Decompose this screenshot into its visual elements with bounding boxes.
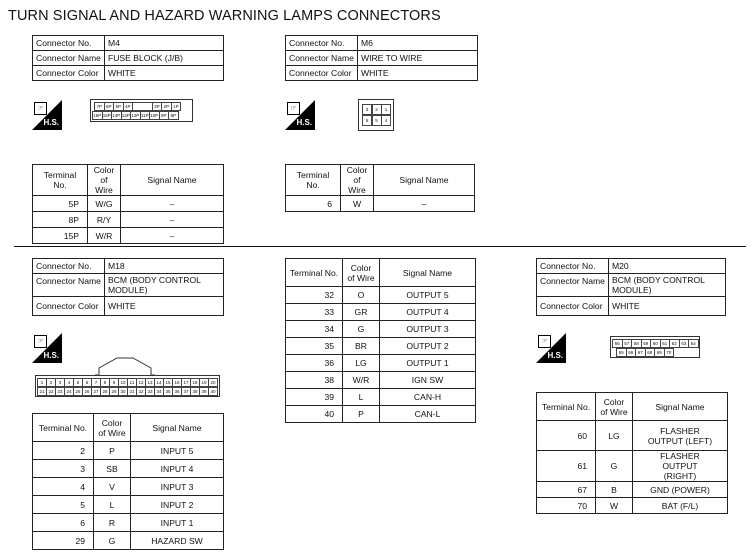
table-row: 40 P CAN-L — [286, 406, 476, 423]
connector-pin: 10P — [150, 113, 159, 118]
connector-pin: 12P — [131, 113, 140, 118]
m18-no: M18 — [104, 259, 223, 274]
connector-pin: 14P — [112, 113, 121, 118]
m20-head-terminal: Terminal No. — [537, 393, 596, 421]
table-row: 35 BR OUTPUT 2 — [286, 338, 476, 355]
m6-key-color: Connector Color — [286, 66, 358, 81]
m4-key-name: Connector Name — [33, 51, 105, 66]
connector-pin: 15 — [163, 378, 173, 387]
connector-pin: 4P — [123, 102, 134, 111]
m4-signal-table — [32, 164, 224, 244]
connector-pin: 32 — [136, 387, 146, 396]
connector-pin: 16 — [172, 378, 182, 387]
connector-pin: 12 — [136, 378, 146, 387]
m6-name: WIRE TO WIRE — [357, 51, 477, 66]
connector-pin: 66 — [626, 348, 637, 357]
connector-pin: 64 — [688, 339, 699, 348]
connector-pin: 3P — [152, 102, 163, 111]
connector-pin: 6P — [104, 102, 115, 111]
connector-pin: 5P — [113, 102, 124, 111]
connector-pin: 6 — [362, 115, 372, 126]
connector-pin: 22 — [46, 387, 56, 396]
m4-key-color: Connector Color — [33, 66, 105, 81]
table-row: 60 LG FLASHER OUTPUT (LEFT) — [537, 421, 728, 451]
connector-pin: 67 — [635, 348, 646, 357]
m18a-head-signal: Signal Name — [131, 414, 224, 442]
connector-pin: 33 — [145, 387, 155, 396]
connector-pin: 60 — [650, 339, 661, 348]
m6-key-name: Connector Name — [286, 51, 358, 66]
connector-pin: 37 — [181, 387, 191, 396]
m20-name: BCM (BODY CONTROL MODULE) — [608, 274, 725, 297]
m4-color: WHITE — [104, 66, 223, 81]
hs-label: H.S. — [43, 351, 59, 360]
m6-head-terminal: Terminal No. — [286, 165, 341, 196]
m4-info-table — [32, 35, 224, 81]
connector-pin: 59 — [641, 339, 652, 348]
table-row: 4 V INPUT 3 — [33, 478, 224, 496]
connector-pin: 18 — [190, 378, 200, 387]
m18-key-name: Connector Name — [33, 274, 105, 297]
m20-no: M20 — [608, 259, 725, 274]
section-divider — [14, 246, 746, 247]
connector-pin: 69 — [654, 348, 665, 357]
hand-icon: ☞ — [287, 102, 300, 115]
m18-name: BCM (BODY CONTROL MODULE) — [104, 274, 223, 297]
connector-pin: 16P — [93, 113, 102, 118]
connector-pin: 70 — [664, 348, 675, 357]
table-row: 5P W/G – — [33, 196, 224, 212]
connector-pin: 4 — [381, 115, 391, 126]
m18-hs-icon — [32, 333, 62, 363]
connector-pin: 23 — [55, 387, 65, 396]
m6-key-no: Connector No. — [286, 36, 358, 51]
connector-pin: 1 — [37, 378, 47, 387]
table-row: 15P W/R – — [33, 228, 224, 244]
connector-pin: 20 — [208, 378, 218, 387]
connector-pin: 39 — [199, 387, 209, 396]
connector-pin: 35 — [163, 387, 173, 396]
table-row: 36 LG OUTPUT 1 — [286, 355, 476, 372]
hs-label: H.S. — [547, 351, 563, 360]
connector-pin: 9P — [159, 111, 170, 120]
table-row: 32 O OUTPUT 5 — [286, 287, 476, 304]
table-row: 38 W/R IGN SW — [286, 372, 476, 389]
hs-label: H.S. — [296, 118, 312, 127]
table-row: 70 W BAT (F/L) — [537, 498, 728, 514]
connector-pin: 56 — [612, 339, 623, 348]
m6-connector-face — [358, 99, 394, 131]
connector-pin: 19 — [199, 378, 209, 387]
m18-signal-table-a — [32, 413, 224, 550]
m20-head-color: Color of Wire — [596, 393, 633, 421]
m4-head-color: Color of Wire — [88, 165, 121, 196]
connector-pin: 24 — [64, 387, 74, 396]
connector-pin: 58 — [631, 339, 642, 348]
m18-color: WHITE — [104, 297, 223, 316]
connector-pin: 30 — [118, 387, 128, 396]
m4-no: M4 — [104, 36, 223, 51]
connector-pin: 57 — [622, 339, 633, 348]
m6-color: WHITE — [357, 66, 477, 81]
m20-hs-icon — [536, 333, 566, 363]
connector-pin: 2 — [372, 104, 382, 115]
connector-pin: 40 — [208, 387, 218, 396]
m18a-head-color: Color of Wire — [94, 414, 131, 442]
m18b-head-signal: Signal Name — [380, 259, 476, 287]
hand-icon: ☞ — [34, 102, 47, 115]
m20-signal-table — [536, 392, 728, 514]
table-row: 39 L CAN-H — [286, 389, 476, 406]
table-row: 8P R/Y – — [33, 212, 224, 228]
connector-pin: 3 — [55, 378, 65, 387]
m18-info-table — [32, 258, 224, 316]
connector-pin: 62 — [669, 339, 680, 348]
m18-connector-latch — [95, 356, 155, 376]
connector-pin: 5 — [73, 378, 83, 387]
m6-info-table — [285, 35, 478, 81]
m4-hs-icon — [32, 100, 62, 130]
m4-key-no: Connector No. — [33, 36, 105, 51]
connector-pin: 25 — [73, 387, 83, 396]
m20-connector-face — [610, 336, 700, 358]
connector-pin: 13P — [121, 113, 130, 118]
connector-pin: 14 — [154, 378, 164, 387]
connector-pin: 29 — [109, 387, 119, 396]
m18-key-color: Connector Color — [33, 297, 105, 316]
table-row: 67 B GND (POWER) — [537, 482, 728, 498]
table-row: 2 P INPUT 5 — [33, 442, 224, 460]
table-row: 33 GR OUTPUT 4 — [286, 304, 476, 321]
m6-no: M6 — [357, 36, 477, 51]
m18a-head-terminal: Terminal No. — [33, 414, 94, 442]
connector-pin: 28 — [100, 387, 110, 396]
table-row: 34 G OUTPUT 3 — [286, 321, 476, 338]
connector-pin: 68 — [645, 348, 656, 357]
m18-connector-face — [35, 375, 220, 397]
connector-pin: 8P — [168, 111, 179, 120]
m20-key-color: Connector Color — [537, 297, 609, 316]
m4-name: FUSE BLOCK (J/B) — [104, 51, 223, 66]
connector-pin: 11P — [140, 113, 149, 118]
m6-head-color: Color of Wire — [341, 165, 374, 196]
connector-pin: 2P — [161, 102, 172, 111]
m6-head-signal: Signal Name — [374, 165, 475, 196]
connector-pin: 38 — [190, 387, 200, 396]
connector-pin: 65 — [616, 348, 627, 357]
connector-pin: 4 — [64, 378, 74, 387]
connector-pin: 31 — [127, 387, 137, 396]
m6-hs-icon — [285, 100, 315, 130]
connector-pin: 1P — [171, 102, 182, 111]
connector-pin: 7 — [91, 378, 101, 387]
m18b-head-color: Color of Wire — [343, 259, 380, 287]
hs-label: H.S. — [43, 118, 59, 127]
connector-pin: 15P — [102, 113, 111, 118]
m4-head-terminal: Terminal No. — [33, 165, 88, 196]
connector-pin: 3 — [362, 104, 372, 115]
m18b-head-terminal: Terminal No. — [286, 259, 343, 287]
connector-pin: 6 — [82, 378, 92, 387]
connector-pin: 61 — [660, 339, 671, 348]
connector-pin: 9 — [109, 378, 119, 387]
connector-pin: 21 — [37, 387, 47, 396]
hand-icon: ☞ — [538, 335, 551, 348]
m6-signal-table — [285, 164, 475, 212]
table-row: 5 L INPUT 2 — [33, 496, 224, 514]
connector-pin: 5 — [372, 115, 382, 126]
m4-head-signal: Signal Name — [121, 165, 224, 196]
table-row: 6 W – — [286, 196, 475, 212]
connector-pin: 13 — [145, 378, 155, 387]
page-title: TURN SIGNAL AND HAZARD WARNING LAMPS CONNECTORS — [8, 8, 441, 24]
connector-pin — [132, 102, 153, 111]
m18-key-no: Connector No. — [33, 259, 105, 274]
table-row: 3 SB INPUT 4 — [33, 460, 224, 478]
m18-signal-table-b — [285, 258, 476, 423]
m20-key-no: Connector No. — [537, 259, 609, 274]
m20-info-table — [536, 258, 726, 316]
connector-pin: 34 — [154, 387, 164, 396]
connector-pin: 1 — [381, 104, 391, 115]
table-row: 29 G HAZARD SW — [33, 532, 224, 550]
connector-pin: 63 — [679, 339, 690, 348]
m4-connector-face — [90, 99, 193, 122]
connector-pin: 2 — [46, 378, 56, 387]
connector-pin: 27 — [91, 387, 101, 396]
m20-color: WHITE — [608, 297, 725, 316]
hand-icon: ☞ — [34, 335, 47, 348]
connector-pin: 8 — [100, 378, 110, 387]
table-row: 6 R INPUT 1 — [33, 514, 224, 532]
connector-pin: 11 — [127, 378, 137, 387]
m20-key-name: Connector Name — [537, 274, 609, 297]
table-row: 61 G FLASHER OUTPUT (RIGHT) — [537, 451, 728, 482]
m20-head-signal: Signal Name — [633, 393, 728, 421]
connector-pin: 10 — [118, 378, 128, 387]
connector-pin: 26 — [82, 387, 92, 396]
connector-pin: 17 — [181, 378, 191, 387]
connector-pin: 36 — [172, 387, 182, 396]
connector-pin: 7P — [94, 102, 105, 111]
